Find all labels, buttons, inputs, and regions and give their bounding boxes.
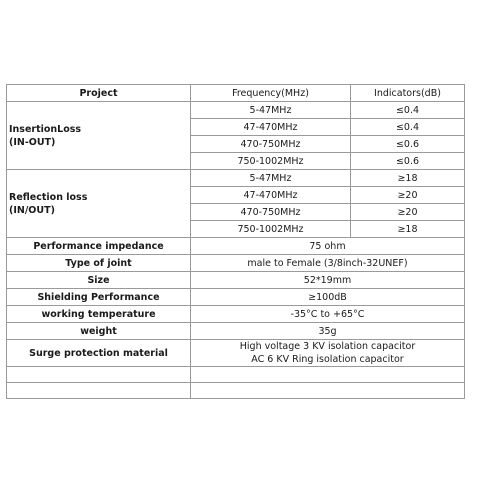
empty-row	[7, 383, 465, 399]
indicator-cell: ≤0.6	[351, 136, 465, 153]
surge-line1: High voltage 3 KV isolation capacitor	[239, 341, 416, 352]
frequency-cell: 750-1002MHz	[191, 153, 351, 170]
insertion-loss-label-line2: (IN-OUT)	[9, 136, 56, 148]
indicator-cell: ≥20	[351, 187, 465, 204]
table-header-row	[7, 85, 465, 102]
reflection-loss-label-line2: (IN/OUT)	[9, 204, 55, 216]
empty-cell	[191, 367, 465, 383]
empty-cell	[191, 383, 465, 399]
spec-value	[191, 340, 465, 367]
empty-cell	[7, 367, 191, 383]
frequency-cell: 470-750MHz	[191, 136, 351, 153]
reflection-loss-label-line1: Reflection loss	[9, 191, 88, 203]
spec-value: 75 ohm	[191, 238, 465, 255]
table-row	[7, 289, 465, 306]
frequency-cell: 470-750MHz	[191, 204, 351, 221]
table-row	[7, 238, 465, 255]
frequency-cell: 47-470MHz	[191, 187, 351, 204]
table-row	[7, 340, 465, 367]
spec-label: working temperature	[7, 306, 191, 323]
indicator-cell: ≤0.4	[351, 119, 465, 136]
spec-label: Performance impedance	[7, 238, 191, 255]
spec-table	[6, 84, 465, 399]
table-row	[7, 306, 465, 323]
spec-label: Type of joint	[7, 255, 191, 272]
empty-row	[7, 367, 465, 383]
indicator-cell: ≥20	[351, 204, 465, 221]
frequency-cell: 47-470MHz	[191, 119, 351, 136]
indicator-cell: ≥18	[351, 170, 465, 187]
spec-label: Shielding Performance	[7, 289, 191, 306]
spec-label: weight	[7, 323, 191, 340]
surge-line2: AC 6 KV Ring isolation capacitor	[251, 354, 404, 365]
empty-cell	[7, 383, 191, 399]
spec-value: male to Female (3/8inch-32UNEF)	[191, 255, 465, 272]
insertion-loss-label	[7, 102, 191, 170]
spec-value: -35°C to +65°C	[191, 306, 465, 323]
table-row	[7, 102, 465, 119]
indicator-cell: ≤0.4	[351, 102, 465, 119]
frequency-cell: 5-47MHz	[191, 102, 351, 119]
spec-value: 35g	[191, 323, 465, 340]
table-row	[7, 272, 465, 289]
header-frequency: Frequency(MHz)	[191, 85, 351, 102]
spec-value: ≥100dB	[191, 289, 465, 306]
header-project: Project	[7, 85, 191, 102]
spec-label: Size	[7, 272, 191, 289]
header-indicators: Indicators(dB)	[351, 85, 465, 102]
reflection-loss-label	[7, 170, 191, 238]
table-row	[7, 255, 465, 272]
frequency-cell: 750-1002MHz	[191, 221, 351, 238]
table-row	[7, 323, 465, 340]
indicator-cell: ≥18	[351, 221, 465, 238]
spec-value: 52*19mm	[191, 272, 465, 289]
table-row	[7, 170, 465, 187]
insertion-loss-label-line1: InsertionLoss	[9, 123, 82, 135]
frequency-cell: 5-47MHz	[191, 170, 351, 187]
spec-label: Surge protection material	[7, 340, 191, 367]
indicator-cell: ≤0.6	[351, 153, 465, 170]
